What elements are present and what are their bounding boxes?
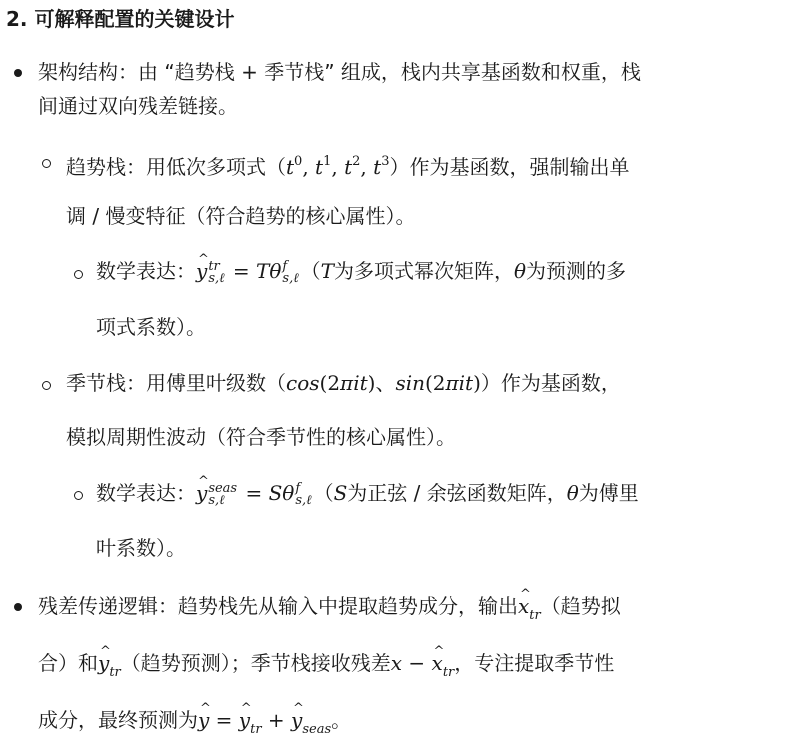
- bullet-dot: [14, 69, 22, 77]
- trend-math-line-2: 项式系数）。: [96, 315, 206, 339]
- x-hat-tr: ^ $x_{tr}$: [518, 594, 541, 618]
- trend-line-1-suffix: ）作为基函数，强制输出单: [389, 155, 630, 179]
- section-number: 2.: [6, 7, 28, 31]
- trend-line-1: [66, 147, 629, 182]
- y-hat-tr: ^ $y_{tr}$: [98, 651, 121, 675]
- seasonal-line-1-prefix: 季节栈：用傅里叶级数（: [66, 371, 286, 395]
- architecture-line-1: 架构结构：由 “趋势栈 + 季节栈” 组成，栈内共享基函数和权重，栈: [38, 60, 641, 84]
- trend-line-2: 调 / 慢变特征（符合趋势的核心属性）。: [66, 204, 416, 228]
- seasonal-math-line-1: 数学表达：^ y seas s,ℓ = Sθ f s,ℓ （S为正弦 / 余弦函数矩阵，θ为傅里: [96, 478, 639, 508]
- seasonal-line-1-mid: 、: [375, 371, 396, 395]
- residual-line-1-prefix: 残差传递逻辑：趋势栈先从输入中提取趋势成分，输出: [38, 594, 518, 618]
- residual-expression: x − ^ $x_{tr}$: [391, 651, 455, 675]
- architecture-line-2: 间通过双向残差链接。: [38, 94, 238, 118]
- seasonal-line-1: [66, 368, 621, 398]
- residual-line-3: [38, 705, 351, 745]
- trend-note-end: 为预测的多: [526, 259, 627, 283]
- sub-bullet-circle: [74, 491, 83, 500]
- seasonal-line-2: 模拟周期性波动（符合季节性的核心属性）。: [66, 425, 456, 449]
- seasonal-note-mid: 为正弦 / 余弦函数矩阵，: [347, 481, 567, 505]
- sub-bullet-circle: [42, 381, 51, 390]
- seasonal-math-prefix: 数学表达：: [96, 481, 196, 505]
- seasonal-line-1-suffix: ）作为基函数，: [480, 371, 621, 395]
- trend-note-mid: 为多项式幂次矩阵，: [333, 259, 514, 283]
- trend-line-1-prefix: 趋势栈：用低次多项式（: [66, 155, 286, 179]
- residual-line-2-prefix: 合）和: [38, 651, 98, 675]
- sin-term: sin(2πit): [395, 371, 481, 395]
- trend-note-prefix: （: [300, 259, 321, 283]
- sub-bullet-circle: [74, 270, 83, 279]
- residual-line-2: [38, 648, 614, 688]
- seasonal-formula: ^ y seas s,ℓ = Sθ f s,ℓ: [196, 481, 314, 505]
- residual-line-1-suffix: （趋势拟: [540, 594, 621, 618]
- seasonal-note-end: 为傅里: [578, 481, 639, 505]
- trend-math-prefix: 数学表达：: [96, 259, 196, 283]
- trend-formula: ^ y tr s,ℓ = Tθ f s,ℓ: [196, 259, 301, 283]
- residual-line-2-suffix: ，专注提取季节性: [454, 651, 615, 675]
- seasonal-math-line-2: 叶系数）。: [96, 536, 186, 560]
- sub-bullet-circle: [42, 159, 51, 168]
- cos-term: cos(2πit): [286, 371, 376, 395]
- bullet-dot: [14, 603, 22, 611]
- residual-line-3-prefix: 成分，最终预测为: [38, 708, 198, 732]
- residual-line-2-mid: （趋势预测）；季节栈接收残差: [120, 651, 391, 675]
- residual-line-1: [38, 591, 621, 631]
- residual-line-3-suffix: 。: [331, 708, 352, 732]
- section-heading: [6, 4, 234, 34]
- final-prediction-formula: ^ y = ^ $y_{tr}$ + ^ $y_{seas}$: [198, 708, 331, 732]
- seasonal-note-prefix: （: [313, 481, 334, 505]
- section-title: 可解释配置的关键设计: [34, 7, 235, 31]
- trend-basis-formula: $t^0$, $t^1$, $t^2$, $t^3$: [286, 154, 390, 179]
- trend-math-line-1: 数学表达：^ y tr s,ℓ = Tθ f s,ℓ （T为多项式幂次矩阵，θ为预测的多: [96, 256, 626, 286]
